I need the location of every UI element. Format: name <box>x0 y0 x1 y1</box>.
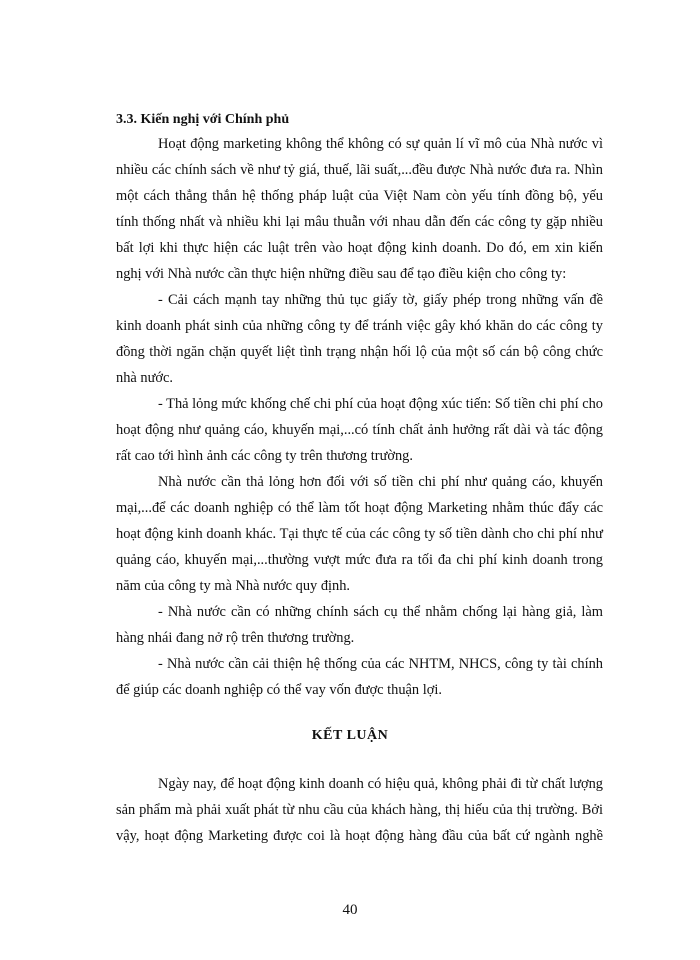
paragraph-line: Ngày nay, để hoạt động kinh doanh có hiệu quả, không phải đi từ chất lượng <box>158 776 603 792</box>
paragraph-line: nhà nước. <box>116 370 173 386</box>
paragraph-line: tính thống nhất và nhiều khi lại mâu thuẫn với nhau dẫn đến các công ty gặp nhiều <box>116 214 603 230</box>
paragraph-line: - Cải cách mạnh tay những thủ tục giấy tờ, giấy phép trong những vấn đề <box>158 292 603 308</box>
paragraph-line: - Nhà nước cần có những chính sách cụ thể nhằm chống lại hàng giả, làm <box>158 604 603 620</box>
paragraph-line: đồng thời ngăn chặn quyết liệt tình trạng nhận hối lộ của một số cán bộ công chức <box>116 344 603 360</box>
page-number: 40 <box>342 902 358 918</box>
paragraph-line: rất cao tới hình ảnh các công ty trên thương trường. <box>116 448 413 464</box>
paragraph-line: năm của công ty mà Nhà nước quy định. <box>116 578 351 594</box>
paragraph-line: nghị với Nhà nước cần thực hiện những điều sau để tạo điều kiện cho công ty: <box>116 266 567 282</box>
paragraph-line: kinh doanh phát sinh của những công ty để tránh việc gây khó khăn do các công ty <box>116 318 603 334</box>
section-heading: 3.3. Kiến nghị với Chính phủ <box>116 112 290 127</box>
paragraph-line: vậy, hoạt động Marketing được coi là hoạt động hàng đầu của bất cứ ngành nghề <box>116 828 603 844</box>
paragraph-line: mại,...để các doanh nghiệp có thể làm tốt hoạt động Marketing nhằm thúc đẩy các <box>116 500 603 516</box>
paragraph-line: - Nhà nước cần cải thiện hệ thống của các NHTM, NHCS, công ty tài chính <box>158 656 603 672</box>
paragraph-line: Hoạt động marketing không thể không có sự quản lí vĩ mô của Nhà nước vì <box>158 136 603 152</box>
paragraph-line: hoạt động như quảng cáo, khuyến mại,...có tính chất ảnh hưởng rất dài và tác động <box>116 422 603 438</box>
paragraph-line: nhiều các chính sách về như tỷ giá, thuế, lãi suất,...đều được Nhà nước đưa ra. Nhìn <box>116 162 603 178</box>
paragraph-line: - Thả lỏng mức khống chế chi phí của hoạt động xúc tiến: Số tiền chi phí cho <box>158 396 603 412</box>
paragraph-line: hàng nhái đang nở rộ trên thương trường. <box>116 630 355 646</box>
paragraph-line: để giúp các doanh nghiệp có thể vay vốn được thuận lợi. <box>116 682 442 698</box>
paragraph-line: một cách thẳng thắn hệ thống pháp luật của Việt Nam còn yếu tính đồng bộ, yếu <box>116 188 603 204</box>
paragraph-line: bất lợi khi thực hiện các luật trên vào hoạt động kinh doanh. Do đó, em xin kiến <box>116 240 603 256</box>
paragraph-line: sản phẩm mà phải xuất phát từ nhu cầu của khách hàng, thị hiếu của thị trường. Bởi <box>116 802 603 818</box>
paragraph-line: Nhà nước cần thả lỏng hơn đối với số tiền chi phí như quảng cáo, khuyến <box>158 474 603 490</box>
paragraph-line: quảng cáo, khuyến mại,...thường vượt mức đưa ra tối đa chi phí kinh doanh trong <box>116 552 603 568</box>
conclusion-title: KẾT LUẬN <box>311 728 389 743</box>
paragraph-line: hoạt động kinh doanh khác. Tại thực tế của các công ty số tiền dành cho chi phí như <box>116 526 603 542</box>
